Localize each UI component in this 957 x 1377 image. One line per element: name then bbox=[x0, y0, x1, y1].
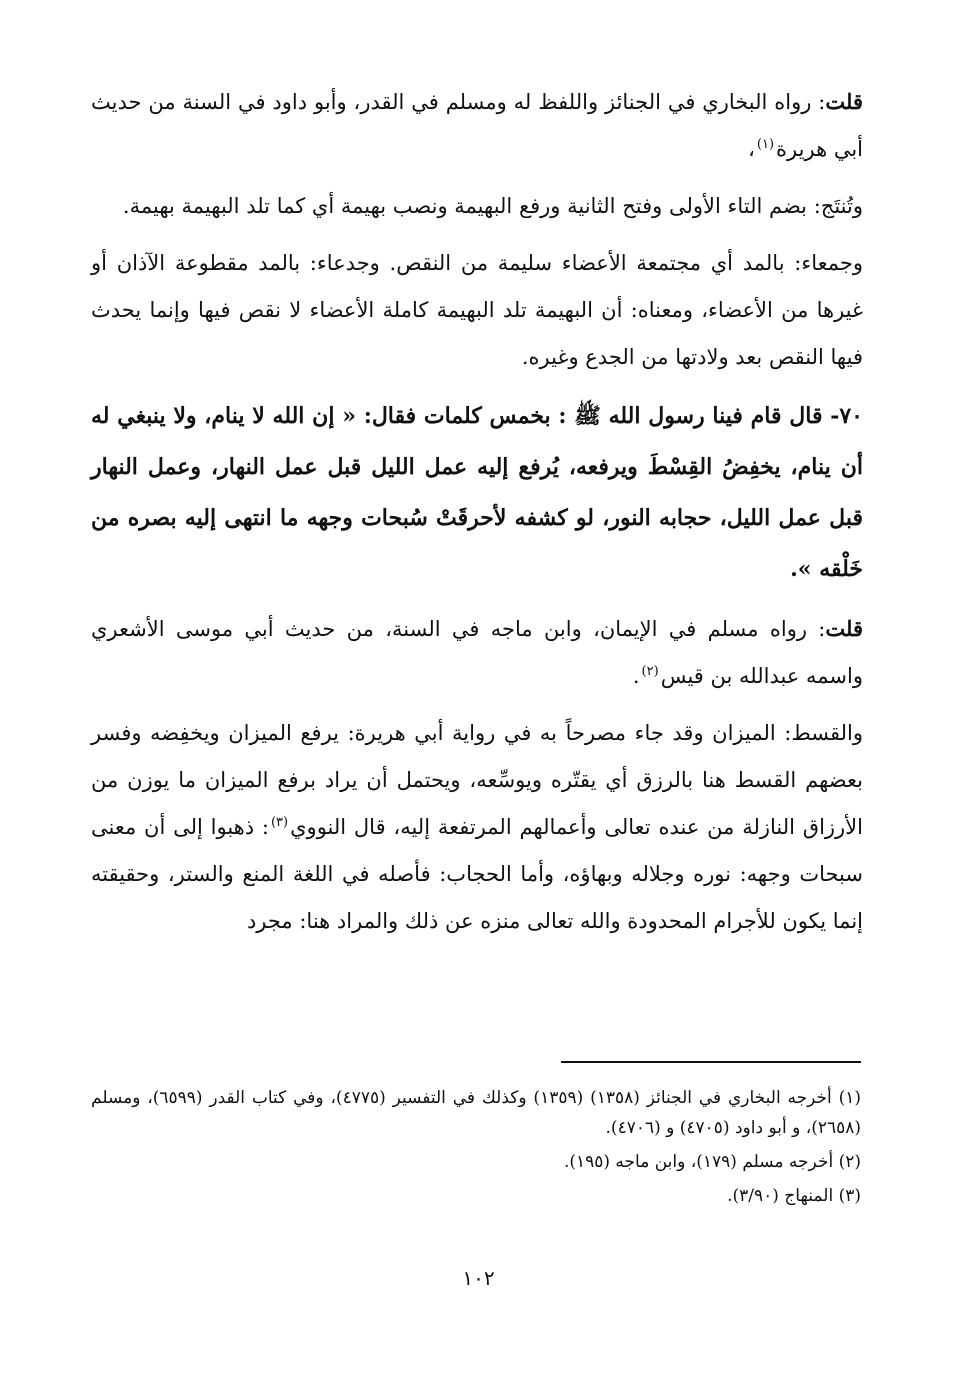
footnote-ref[interactable]: (١) bbox=[756, 137, 775, 152]
lead-word: قلت bbox=[825, 89, 863, 114]
paragraph-text: وتُنتَج: بضم التاء الأولى وفتح الثانية ورفع البهيمة ونصب بهيمة أي كما تلد البهيمة بهيمة. bbox=[122, 194, 863, 218]
paragraph-text: : رواه مسلم في الإيمان، وابن ماجه في السنة، من حديث أبي موسى الأشعري واسمه عبدالله بن قيس bbox=[91, 617, 863, 688]
paragraph-text: : رواه البخاري في الجنائز واللفظ له ومسلم في القدر، وأبو داود في السنة من حديث أبي هريرة bbox=[91, 90, 863, 161]
paragraph-4 bbox=[91, 605, 863, 700]
footnotes bbox=[91, 1083, 861, 1215]
paragraph-tail: ، bbox=[748, 137, 755, 161]
footnote-2: (٢) أخرجه مسلم (١٧٩)، وابن ماجه (١٩٥). bbox=[563, 1152, 861, 1172]
paragraph-5 bbox=[91, 710, 863, 945]
page-number: ١٠٢ bbox=[462, 1266, 495, 1290]
main-text bbox=[91, 78, 863, 955]
hadith-paragraph bbox=[91, 391, 863, 595]
paragraph-1 bbox=[91, 78, 863, 173]
paragraph-text: والقسط: الميزان وقد جاء مصرحاً به في رواية أبي هريرة: يرفع الميزان ويخفِضه وفسر بعضهم القسط هنا بالرزق أي يقتّره ويوسِّعه، ويحتمل أن يراد برفع الميزان ما يوزن من الأرزاق النازلة من عنده تعالى وأعمالهم المرتفعة إليه، قال النووي bbox=[91, 721, 863, 839]
footnote-1: (١) أخرجه البخاري في الجنائز (١٣٥٨) (١٣٥٩) وكذلك في التفسير (٤٧٧٥)، وفي كتاب القدر (٦٥٩٩)، ومسلم (٢٦٥٨)، و أبو داود (٤٧٠٥) و (٤٧٠٦). bbox=[91, 1088, 861, 1138]
paragraph-text: وجمعاء: بالمد أي مجتمعة الأعضاء سليمة من النقص. وجدعاء: بالمد مقطوعة الآذان أو غيرها من الأعضاء، ومعناه: أن البهيمة تلد البهيمة كاملة الأعضاء لا نقص فيها وإنما يحدث فيها النقص بعد ولادتها من الجدع وغيره. bbox=[91, 251, 863, 369]
footnote-3: (٣) المنهاج (٣/٩٠). bbox=[727, 1186, 861, 1206]
paragraph-2 bbox=[91, 183, 863, 230]
lead-word: قلت bbox=[825, 616, 863, 641]
paragraph-tail: . bbox=[632, 664, 640, 688]
paragraph-tail: : ذهبوا إلى أن معنى سبحات وجهه: نوره وجلاله وبهاؤه، وأما الحجاب: فأصله في اللغة المنع والستر، وحقيقته إنما يكون للأجرام المحدودة والله تعالى منزه عن ذلك والمراد هنا: مجرد bbox=[91, 815, 863, 933]
footnote-ref[interactable]: (٢) bbox=[641, 664, 659, 679]
footnote-ref[interactable]: (٣) bbox=[270, 815, 289, 830]
footnote-divider bbox=[561, 1061, 861, 1063]
paragraph-3 bbox=[91, 240, 863, 381]
hadith-text: ٧٠- قال قام فينا رسول الله ﷺ : بخمس كلمات فقال: « إن الله لا ينام، ولا ينبغي له أن ينام، يخفِضُ القِسْطَ ويرفعه، يُرفع إليه عمل الليل قبل عمل النهار، وعمل النهار قبل عمل الليل، حجابه النور، لو كشفه لأحرقَتْ سُبحات وجهه ما انتهى إليه بصره من خَلْقه ». bbox=[91, 403, 863, 582]
